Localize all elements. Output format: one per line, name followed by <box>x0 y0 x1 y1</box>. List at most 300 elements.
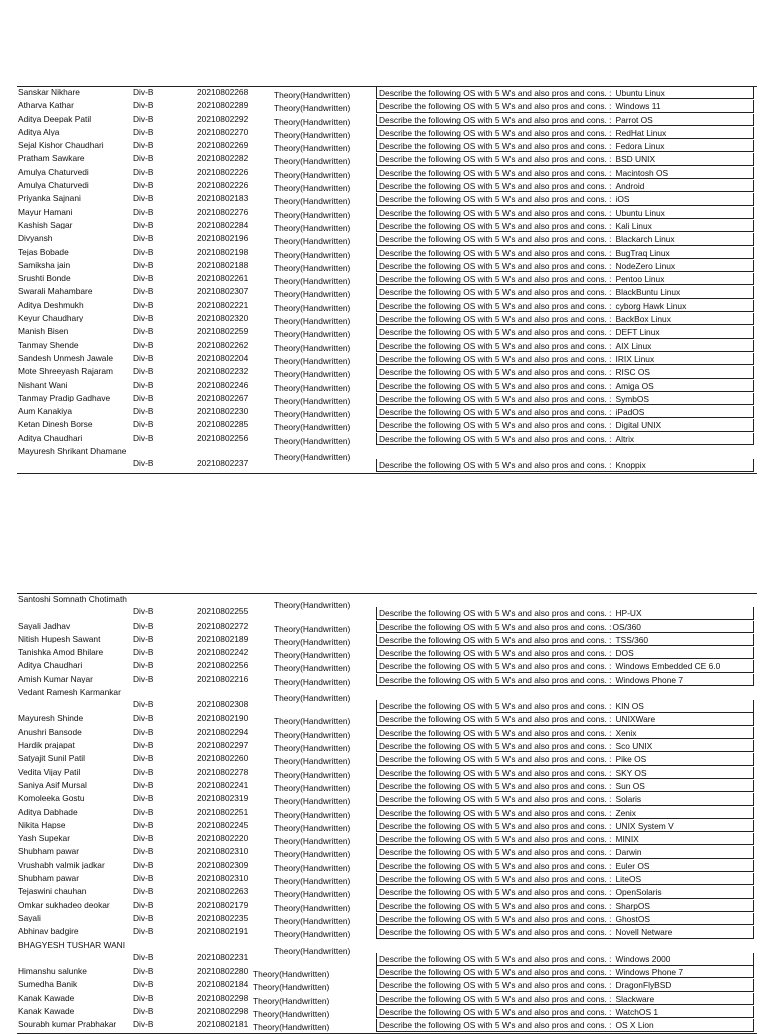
student-name: Srushti Bonde <box>18 274 71 283</box>
description-prefix: Describe the following OS with 5 W's and also pros and cons. : <box>379 820 612 831</box>
assignment-description <box>376 753 754 765</box>
description-prefix: Describe the following OS with 5 W's and also pros and cons. : <box>379 1020 612 1031</box>
student-name: Sumedha Banik <box>18 980 78 989</box>
division: Div-B <box>133 180 154 191</box>
assignment-description <box>376 140 754 152</box>
student-name: Tejaswini chauhan <box>18 887 87 896</box>
student-name: Omkar sukhadeo deokar <box>18 900 110 910</box>
division: Div-B <box>133 419 154 430</box>
assignment-description <box>376 966 754 978</box>
description-prefix: Describe the following OS with 5 W's and also pros and cons. : <box>379 674 612 685</box>
assignment-description <box>376 193 754 205</box>
os-name: UNIXWare <box>615 714 656 725</box>
assignment-description <box>376 419 754 431</box>
assignment-description <box>376 127 754 139</box>
student-id: 20210802262 <box>197 339 249 350</box>
division: Div-B <box>133 379 154 390</box>
os-name: LiteOS <box>615 874 642 885</box>
student-id: 20210802190 <box>197 713 249 724</box>
table-row <box>17 753 757 766</box>
table-row <box>17 687 757 714</box>
os-name: Blackarch Linux <box>615 234 675 245</box>
division: Div-B <box>133 873 154 884</box>
division: Div-B <box>133 87 154 97</box>
table-row <box>17 634 757 647</box>
description-prefix: Describe the following OS with 5 W's and also pros and cons. : <box>379 794 612 805</box>
os-name: cyborg Hawk Linux <box>615 300 687 311</box>
assignment-description <box>376 900 754 912</box>
description-prefix: Describe the following OS with 5 W's and also pros and cons. : <box>379 207 612 218</box>
description-prefix: Describe the following OS with 5 W's and also pros and cons. : <box>379 993 612 1004</box>
os-name: Ubuntu Linux <box>615 207 665 218</box>
os-name: UNIX System V <box>615 820 674 831</box>
assignment-type: Theory(Handwritten) <box>274 663 351 674</box>
student-name: Swarali Mahambare <box>18 287 93 296</box>
division: Div-B <box>133 979 154 990</box>
os-name: RISC OS <box>615 367 650 378</box>
table-row <box>17 326 757 339</box>
student-name: Himanshu salunke <box>18 967 87 976</box>
assignment-description <box>376 313 754 325</box>
os-name: OS/360 <box>612 621 641 632</box>
division: Div-B <box>133 713 154 724</box>
table-row <box>17 273 757 286</box>
assignment-type: Theory(Handwritten) <box>274 129 351 140</box>
student-name: Tanmay Pradip Gadhave <box>18 393 111 403</box>
division: Div-B <box>133 1005 154 1016</box>
division: Div-B <box>133 753 154 764</box>
student-id: 20210802245 <box>197 819 249 830</box>
assignment-type: Theory(Handwritten) <box>274 836 351 847</box>
table-row <box>17 727 757 740</box>
assignment-type: Theory(Handwritten) <box>274 636 351 647</box>
table-row <box>17 926 757 939</box>
assignment-type: Theory(Handwritten) <box>274 302 351 313</box>
description-prefix: Describe the following OS with 5 W's and also pros and cons. : <box>379 141 612 152</box>
student-name: Amulya Chaturvedi <box>18 181 89 190</box>
assignment-description <box>376 607 754 620</box>
student-id: 20210802268 <box>197 87 249 97</box>
student-id: 20210802309 <box>197 859 249 870</box>
division: Div-B <box>133 392 154 403</box>
student-name: Nishant Wani <box>18 380 68 389</box>
os-name: DEFT Linux <box>615 327 660 338</box>
assignment-type: Theory(Handwritten) <box>274 262 351 273</box>
assignment-type: Theory(Handwritten) <box>274 876 351 887</box>
assignment-description <box>376 353 754 365</box>
description-prefix: Describe the following OS with 5 W's and also pros and cons. : <box>379 327 612 338</box>
student-id: 20210802280 <box>197 966 249 977</box>
student-name: Nitish Hupesh Sawant <box>18 634 101 644</box>
os-name: Zenix <box>615 807 636 818</box>
student-name: Kashish Sagar <box>18 220 73 230</box>
student-id: 20210802269 <box>197 140 249 151</box>
assignment-type: Theory(Handwritten) <box>274 716 351 727</box>
student-name: Saniya Asif Mursal <box>18 780 87 790</box>
student-id: 20210802226 <box>197 180 249 191</box>
description-prefix: Describe the following OS with 5 W's and also pros and cons. : <box>379 741 612 752</box>
table-row <box>17 767 757 780</box>
student-name: Shubham pawar <box>18 874 79 883</box>
os-name: Windows Phone 7 <box>615 967 684 978</box>
os-name: IRIX Linux <box>615 353 655 364</box>
table-row <box>17 900 757 913</box>
student-id: 20210802255 <box>197 606 249 616</box>
assignment-type: Theory(Handwritten) <box>274 756 351 767</box>
student-name: BHAGYESH TUSHAR WANI <box>18 940 126 950</box>
assignment-type: Theory(Handwritten) <box>274 676 351 687</box>
assignment-description <box>376 100 754 112</box>
os-name: SharpOS <box>615 900 650 911</box>
os-name: AIX Linux <box>615 340 652 351</box>
assignment-table-2 <box>17 593 757 1034</box>
os-name: Kali Linux <box>615 220 652 231</box>
assignment-type: Theory(Handwritten) <box>274 342 351 353</box>
assignment-description <box>376 634 754 646</box>
student-id: 20210802308 <box>197 698 249 709</box>
student-id: 20210802259 <box>197 326 249 337</box>
division: Div-B <box>133 966 154 977</box>
student-id: 20210802260 <box>197 753 249 764</box>
student-id: 20210802179 <box>197 899 249 910</box>
division: Div-B <box>133 153 154 164</box>
table-row <box>17 286 757 299</box>
assignment-type: Theory(Handwritten) <box>274 409 351 420</box>
division: Div-B <box>133 726 154 737</box>
table-row <box>17 660 757 673</box>
assignment-description <box>376 713 754 725</box>
assignment-type: Theory(Handwritten) <box>274 929 351 940</box>
student-id: 20210802204 <box>197 352 249 363</box>
os-name: Pentoo Linux <box>615 274 665 285</box>
division: Div-B <box>133 259 154 270</box>
student-name: Sandesh Unmesh Jawale <box>18 353 113 363</box>
os-name: Knoppix <box>615 460 646 471</box>
assignment-type: Theory(Handwritten) <box>274 422 351 433</box>
student-id: 20210802183 <box>197 193 249 204</box>
student-id: 20210802298 <box>197 1005 249 1016</box>
student-name: Divyansh <box>18 234 53 243</box>
student-name: Aum Kanakiya <box>18 407 72 416</box>
table-row <box>17 87 757 100</box>
student-name: Vedant Ramesh Karmankar <box>18 687 121 697</box>
table-row <box>17 621 757 634</box>
table-row <box>17 207 757 220</box>
student-name: Sourabh kumar Prabhakar <box>18 1020 117 1029</box>
assignment-description <box>376 621 754 633</box>
division: Div-B <box>133 458 154 469</box>
assignment-type: Theory(Handwritten) <box>274 236 351 247</box>
assignment-type: Theory(Handwritten) <box>274 116 351 127</box>
assignment-type: Theory(Handwritten) <box>274 862 351 873</box>
description-prefix: Describe the following OS with 5 W's and also pros and cons. : <box>379 407 612 418</box>
student-name: Aditya Alya <box>18 127 60 137</box>
assignment-type: Theory(Handwritten) <box>274 692 351 703</box>
os-name: OpenSolaris <box>615 887 662 898</box>
assignment-description <box>376 366 754 378</box>
table-row <box>17 220 757 233</box>
table-row <box>17 300 757 313</box>
table-row <box>17 674 757 687</box>
assignment-description <box>376 647 754 659</box>
description-prefix: Describe the following OS with 5 W's and also pros and cons. : <box>379 874 612 885</box>
assignment-description <box>376 926 754 938</box>
assignment-type: Theory(Handwritten) <box>274 809 351 820</box>
assignment-type: Theory(Handwritten) <box>274 600 351 610</box>
student-id: 20210802294 <box>197 726 249 737</box>
assignment-type: Theory(Handwritten) <box>274 623 351 634</box>
assignment-description <box>376 1006 754 1018</box>
student-id: 20210802188 <box>197 259 249 270</box>
description-prefix: Describe the following OS with 5 W's and also pros and cons. : <box>379 340 612 351</box>
student-name: Keyur Chaudhary <box>18 314 84 323</box>
student-name: Manish Bisen <box>18 327 69 336</box>
description-prefix: Describe the following OS with 5 W's and also pros and cons. : <box>379 367 612 378</box>
assignment-description <box>376 833 754 845</box>
division: Div-B <box>133 912 154 923</box>
assignment-type: Theory(Handwritten) <box>274 90 351 100</box>
assignment-type: Theory(Handwritten) <box>274 156 351 167</box>
assignment-type: Theory(Handwritten) <box>274 329 351 340</box>
division: Div-B <box>133 432 154 443</box>
division: Div-B <box>133 647 154 658</box>
assignment-description <box>376 393 754 405</box>
assignment-description <box>376 700 754 713</box>
assignment-type: Theory(Handwritten) <box>274 222 351 233</box>
student-name: Amish Kumar Nayar <box>18 674 93 684</box>
description-prefix: Describe the following OS with 5 W's and also pros and cons. : <box>379 393 612 404</box>
student-id: 20210802241 <box>197 779 249 790</box>
description-prefix: Describe the following OS with 5 W's and also pros and cons. : <box>379 967 612 978</box>
division: Div-B <box>133 899 154 910</box>
table-row <box>17 193 757 206</box>
division: Div-B <box>133 246 154 257</box>
division: Div-B <box>133 273 154 284</box>
student-name: Amulya Chaturvedi <box>18 167 89 177</box>
os-name: OS X Lion <box>615 1020 654 1031</box>
assignment-type: Theory(Handwritten) <box>253 1022 330 1033</box>
table-row <box>17 340 757 353</box>
table-row <box>17 793 757 806</box>
assignment-table-1 <box>17 86 757 474</box>
student-name: Komoleeka Gostu <box>18 794 85 803</box>
os-name: BlackBuntu Linux <box>615 287 681 298</box>
os-name: SymbOS <box>615 393 650 404</box>
assignment-type: Theory(Handwritten) <box>274 369 351 380</box>
assignment-type: Theory(Handwritten) <box>274 902 351 913</box>
table-row <box>17 873 757 886</box>
description-prefix: Describe the following OS with 5 W's and also pros and cons. : <box>379 767 612 778</box>
assignment-description <box>376 913 754 925</box>
description-prefix: Describe the following OS with 5 W's and also pros and cons. : <box>379 88 612 98</box>
student-id: 20210802196 <box>197 233 249 244</box>
division: Div-B <box>133 660 154 671</box>
assignment-type: Theory(Handwritten) <box>253 1008 330 1019</box>
assignment-description <box>376 220 754 232</box>
os-name: Macintosh OS <box>615 167 669 178</box>
student-id: 20210802235 <box>197 912 249 923</box>
assignment-type: Theory(Handwritten) <box>274 650 351 661</box>
assignment-description <box>376 433 754 445</box>
division: Div-B <box>133 339 154 350</box>
description-prefix: Describe the following OS with 5 W's and also pros and cons. : <box>379 1006 612 1017</box>
assignment-description <box>376 873 754 885</box>
assignment-type: Theory(Handwritten) <box>274 143 351 154</box>
assignment-description <box>376 820 754 832</box>
assignment-type: Theory(Handwritten) <box>274 209 351 220</box>
description-prefix: Describe the following OS with 5 W's and also pros and cons. : <box>379 154 612 165</box>
os-name: Parrot OS <box>615 114 653 125</box>
os-name: Windows 11 <box>615 101 661 112</box>
division: Div-B <box>133 366 154 377</box>
student-name: Pratham Sawkare <box>18 154 85 163</box>
table-row <box>17 100 757 113</box>
student-id: 20210802270 <box>197 126 249 137</box>
assignment-description <box>376 780 754 792</box>
student-id: 20210802226 <box>197 166 249 177</box>
table-row <box>17 233 757 246</box>
division: Div-B <box>133 806 154 817</box>
description-prefix: Describe the following OS with 5 W's and also pros and cons. : <box>379 927 612 938</box>
student-id: 20210802256 <box>197 432 249 443</box>
os-name: Pike OS <box>615 754 647 765</box>
student-name: Satyajit Sunil Patil <box>18 754 86 763</box>
description-prefix: Describe the following OS with 5 W's and also pros and cons. : <box>379 127 612 138</box>
student-id: 20210802246 <box>197 379 249 390</box>
assignment-description <box>376 793 754 805</box>
division: Div-B <box>133 219 154 230</box>
os-name: DragonFlyBSD <box>615 980 672 991</box>
table-row <box>17 820 757 833</box>
assignment-type: Theory(Handwritten) <box>274 103 351 114</box>
student-id: 20210802189 <box>197 633 249 644</box>
division: Div-B <box>133 833 154 844</box>
assignment-description <box>376 674 754 686</box>
table-row <box>17 780 757 793</box>
description-prefix: Describe the following OS with 5 W's and also pros and cons. : <box>379 420 612 431</box>
assignment-description <box>376 953 754 966</box>
division: Div-B <box>133 166 154 177</box>
os-name: Euler OS <box>615 860 650 871</box>
assignment-description <box>376 300 754 312</box>
student-id: 20210802231 <box>197 951 249 962</box>
os-name: BSD UNIX <box>615 154 656 165</box>
division: Div-B <box>133 859 154 870</box>
os-name: Novell Netware <box>615 927 673 938</box>
os-name: RedHat Linux <box>615 127 667 138</box>
student-id: 20210802310 <box>197 846 249 857</box>
assignment-description <box>376 459 754 472</box>
student-id: 20210802297 <box>197 740 249 751</box>
division: Div-B <box>133 352 154 363</box>
table-row <box>17 380 757 393</box>
student-id: 20210802221 <box>197 299 249 310</box>
student-name: Kanak Kawade <box>18 1006 75 1016</box>
division: Div-B <box>133 698 154 709</box>
table-row <box>17 247 757 260</box>
assignment-type: Theory(Handwritten) <box>274 796 351 807</box>
student-name: Aditya Deepak Patil <box>18 114 92 123</box>
description-prefix: Describe the following OS with 5 W's and also pros and cons. : <box>379 661 612 672</box>
division: Div-B <box>133 286 154 297</box>
description-prefix: Describe the following OS with 5 W's and also pros and cons. : <box>379 727 612 738</box>
division: Div-B <box>133 126 154 137</box>
assignment-type: Theory(Handwritten) <box>274 435 351 446</box>
assignment-description <box>376 846 754 858</box>
table-row <box>17 740 757 753</box>
division: Div-B <box>133 673 154 684</box>
student-name: Samiksha jain <box>18 260 71 270</box>
table-row <box>17 393 757 406</box>
description-prefix: Describe the following OS with 5 W's and also pros and cons. : <box>379 700 612 711</box>
assignment-description <box>376 247 754 259</box>
assignment-type: Theory(Handwritten) <box>274 276 351 287</box>
assignment-type: Theory(Handwritten) <box>274 395 351 406</box>
table-row <box>17 979 757 992</box>
division: Div-B <box>133 740 154 751</box>
division: Div-B <box>133 620 154 631</box>
division: Div-B <box>133 951 154 962</box>
division: Div-B <box>133 206 154 217</box>
division: Div-B <box>133 766 154 777</box>
assignment-description <box>376 807 754 819</box>
division: Div-B <box>133 313 154 324</box>
description-prefix: Describe the following OS with 5 W's and also pros and cons. : <box>379 287 612 298</box>
os-name: Ubuntu Linux <box>615 88 665 98</box>
assignment-description <box>376 167 754 179</box>
student-id: 20210802256 <box>197 660 249 671</box>
division: Div-B <box>133 100 154 111</box>
assignment-type: Theory(Handwritten) <box>274 782 351 793</box>
os-name: Windows Embedded CE 6.0 <box>615 661 721 672</box>
os-name: Sun OS <box>615 780 645 791</box>
student-id: 20210802263 <box>197 886 249 897</box>
assignment-type: Theory(Handwritten) <box>274 945 351 956</box>
table-row <box>17 167 757 180</box>
assignment-type: Theory(Handwritten) <box>274 289 351 300</box>
student-name: Abhinav badgire <box>18 927 79 936</box>
description-prefix: Describe the following OS with 5 W's and also pros and cons. : <box>379 714 612 725</box>
student-name: Tejas Bobade <box>18 247 69 256</box>
assignment-description <box>376 87 754 99</box>
assignment-type: Theory(Handwritten) <box>274 355 351 366</box>
description-prefix: Describe the following OS with 5 W's and also pros and cons. : <box>379 234 612 245</box>
student-name: Sejal Kishor Chaudhari <box>18 141 104 150</box>
description-prefix: Describe the following OS with 5 W's and also pros and cons. : <box>379 380 612 391</box>
division: Div-B <box>133 326 154 337</box>
description-prefix: Describe the following OS with 5 W's and also pros and cons. : <box>379 807 612 818</box>
os-name: Digital UNIX <box>615 420 662 431</box>
division: Div-B <box>133 886 154 897</box>
assignment-description <box>376 886 754 898</box>
student-name: Mote Shreeyash Rajaram <box>18 367 113 376</box>
assignment-description <box>376 180 754 192</box>
table-row <box>17 313 757 326</box>
assignment-type: Theory(Handwritten) <box>274 196 351 207</box>
table-row <box>17 446 757 473</box>
student-id: 20210802310 <box>197 873 249 884</box>
student-id: 20210802285 <box>197 419 249 430</box>
assignment-description <box>376 380 754 392</box>
student-name: Shubham pawar <box>18 847 79 856</box>
assignment-type: Theory(Handwritten) <box>253 969 330 980</box>
student-id: 20210802220 <box>197 833 249 844</box>
assignment-type: Theory(Handwritten) <box>274 316 351 327</box>
student-name: Santoshi Somnath Chotimath <box>18 595 127 604</box>
description-prefix: Describe the following OS with 5 W's and also pros and cons. : <box>379 900 612 911</box>
student-name: Hardik prajapat <box>18 741 75 750</box>
description-prefix: Describe the following OS with 5 W's and also pros and cons. : <box>379 167 612 178</box>
